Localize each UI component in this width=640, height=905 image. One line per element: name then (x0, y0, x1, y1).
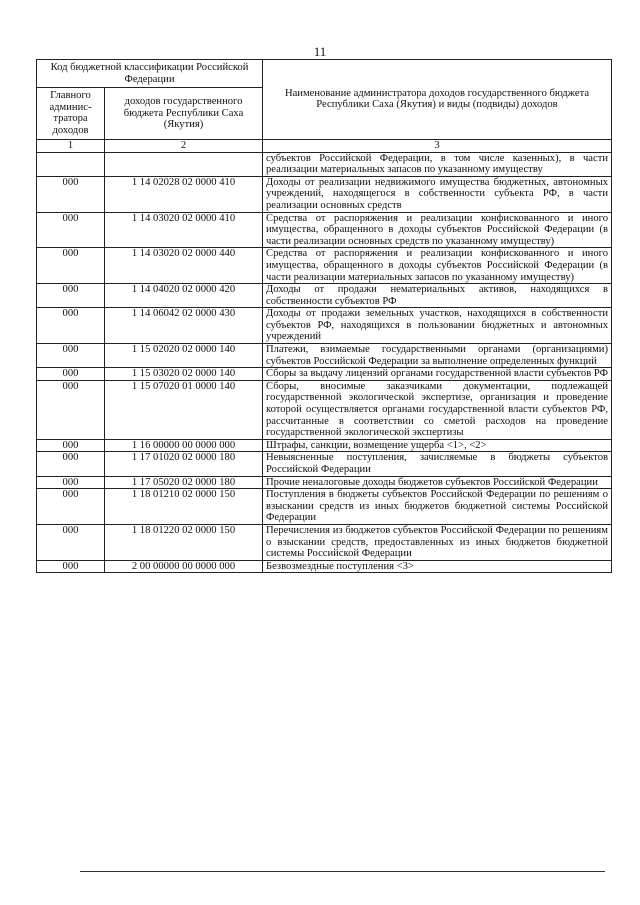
revenue-name-cell: Доходы от продажи земельных участков, находящихся в собственности субъектов РФ, находящихся в пользовании бюджетных и автономных учреждений (263, 308, 612, 344)
table-row (37, 344, 612, 368)
revenue-name-cell: Доходы от продажи нематериальных активов, находящихся в собственности субъектов РФ (263, 284, 612, 308)
table-row (37, 439, 612, 452)
revenue-code-cell: 1 15 07020 01 0000 140 (105, 380, 263, 439)
revenue-code-cell (105, 152, 263, 176)
administrator-code-cell: 000 (37, 380, 105, 439)
administrator-code-cell: 000 (37, 176, 105, 212)
table-row (37, 560, 612, 573)
revenue-name-cell: Доходы от реализации недвижимого имущества бюджетных, автономных учреждений, находящегося в собственности субъекта РФ, в части реализации основных средств (263, 176, 612, 212)
revenue-code-cell: 1 16 00000 00 0000 000 (105, 439, 263, 452)
revenue-code-cell: 1 14 02028 02 0000 410 (105, 176, 263, 212)
revenue-code-cell: 1 17 01020 02 0000 180 (105, 452, 263, 476)
administrator-code-cell (37, 152, 105, 176)
table-row (37, 452, 612, 476)
revenue-name-cell: Перечисления из бюджетов субъектов Российской Федерации по решениям о взыскании средств, предоставленных из иных бюджетов бюджетной системы Российской Федерации (263, 524, 612, 560)
revenue-name-cell: Невыясненные поступления, зачисляемые в бюджеты субъектов Российской Федерации (263, 452, 612, 476)
administrator-code-cell: 000 (37, 248, 105, 284)
revenue-code-cell: 1 17 05020 02 0000 180 (105, 476, 263, 489)
page-number: 11 (313, 44, 327, 59)
table-body (37, 152, 612, 573)
revenue-code-cell: 1 14 04020 02 0000 420 (105, 284, 263, 308)
revenue-code-cell: 2 00 00000 00 0000 000 (105, 560, 263, 573)
administrator-code-cell: 000 (37, 284, 105, 308)
table-row (37, 284, 612, 308)
table-row (37, 476, 612, 489)
revenue-name-cell: Платежи, взимаемые государственными органами (организациями) субъектов Российской Федерации за выполнение определенных функций (263, 344, 612, 368)
revenue-code-cell: 1 15 03020 02 0000 140 (105, 368, 263, 381)
footnote-divider (80, 871, 605, 872)
administrator-code-cell: 000 (37, 489, 105, 525)
table-row (37, 368, 612, 381)
revenue-code-cell: 1 14 06042 02 0000 430 (105, 308, 263, 344)
revenue-name-cell: Средства от распоряжения и реализации конфискованного и иного имущества, обращенного в доходы субъектов Российской Федерации (в части реализации основных средств по указанному имуществу) (263, 212, 612, 248)
header-budget-classification: Код бюджетной классификации Российской Федерации (37, 60, 263, 88)
administrator-code-cell: 000 (37, 344, 105, 368)
column-number-2: 2 (105, 139, 263, 152)
revenue-code-cell: 1 14 03020 02 0000 410 (105, 212, 263, 248)
revenue-name-cell: Поступления в бюджеты субъектов Российской Федерации по решениям о взыскании средств из иных бюджетов бюджетной системы Российской Федерации (263, 489, 612, 525)
revenue-name-cell: Сборы за выдачу лицензий органами государственной власти субъектов РФ (263, 368, 612, 381)
table-row (37, 380, 612, 439)
revenue-name-cell: Сборы, вносимые заказчиками документации, подлежащей государственной экологической экспертизе, организация и проведение которой осуществляется органами государственной власти субъектов РФ, рассчитанные в соответствии со сметой расходов на проведение государственной экологической экспертизы (263, 380, 612, 439)
table-row (37, 152, 612, 176)
table-row (37, 212, 612, 248)
column-number-1: 1 (37, 139, 105, 152)
table-row (37, 524, 612, 560)
administrator-code-cell: 000 (37, 439, 105, 452)
revenue-code-cell: 1 18 01220 02 0000 150 (105, 524, 263, 560)
column-number-3: 3 (263, 139, 612, 152)
administrator-code-cell: 000 (37, 560, 105, 573)
revenue-name-cell: Безвозмездные поступления <3> (263, 560, 612, 573)
revenue-name-cell: субъектов Российской Федерации, в том числе казенных), в части реализации материальных запасов по указанному имуществу (263, 152, 612, 176)
administrator-code-cell: 000 (37, 368, 105, 381)
revenue-classification-table (36, 59, 612, 573)
administrator-code-cell: 000 (37, 476, 105, 489)
table-row (37, 248, 612, 284)
revenue-name-cell: Средства от распоряжения и реализации конфискованного и иного имущества, обращенного в доходы субъектов Российской Федерации (в части реализации материальных запасов по указанному имуществу) (263, 248, 612, 284)
table-row (37, 308, 612, 344)
administrator-code-cell: 000 (37, 308, 105, 344)
administrator-code-cell: 000 (37, 212, 105, 248)
administrator-code-cell: 000 (37, 452, 105, 476)
revenue-code-cell: 1 18 01210 02 0000 150 (105, 489, 263, 525)
header-chief-administrator: Главного админис-тратора доходов (37, 88, 105, 139)
revenue-name-cell: Прочие неналоговые доходы бюджетов субъектов Российской Федерации (263, 476, 612, 489)
revenue-code-cell: 1 15 02020 02 0000 140 (105, 344, 263, 368)
table-row (37, 489, 612, 525)
revenue-code-cell: 1 14 03020 02 0000 440 (105, 248, 263, 284)
administrator-code-cell: 000 (37, 524, 105, 560)
header-revenue-code: доходов государственного бюджета Республики Саха (Якутия) (105, 88, 263, 139)
revenue-name-cell: Штрафы, санкции, возмещение ущерба <1>, <2> (263, 439, 612, 452)
header-administrator-name: Наименование администратора доходов государственного бюджета Республики Саха (Якутия) и виды (подвиды) доходов (263, 60, 612, 140)
table-row (37, 176, 612, 212)
